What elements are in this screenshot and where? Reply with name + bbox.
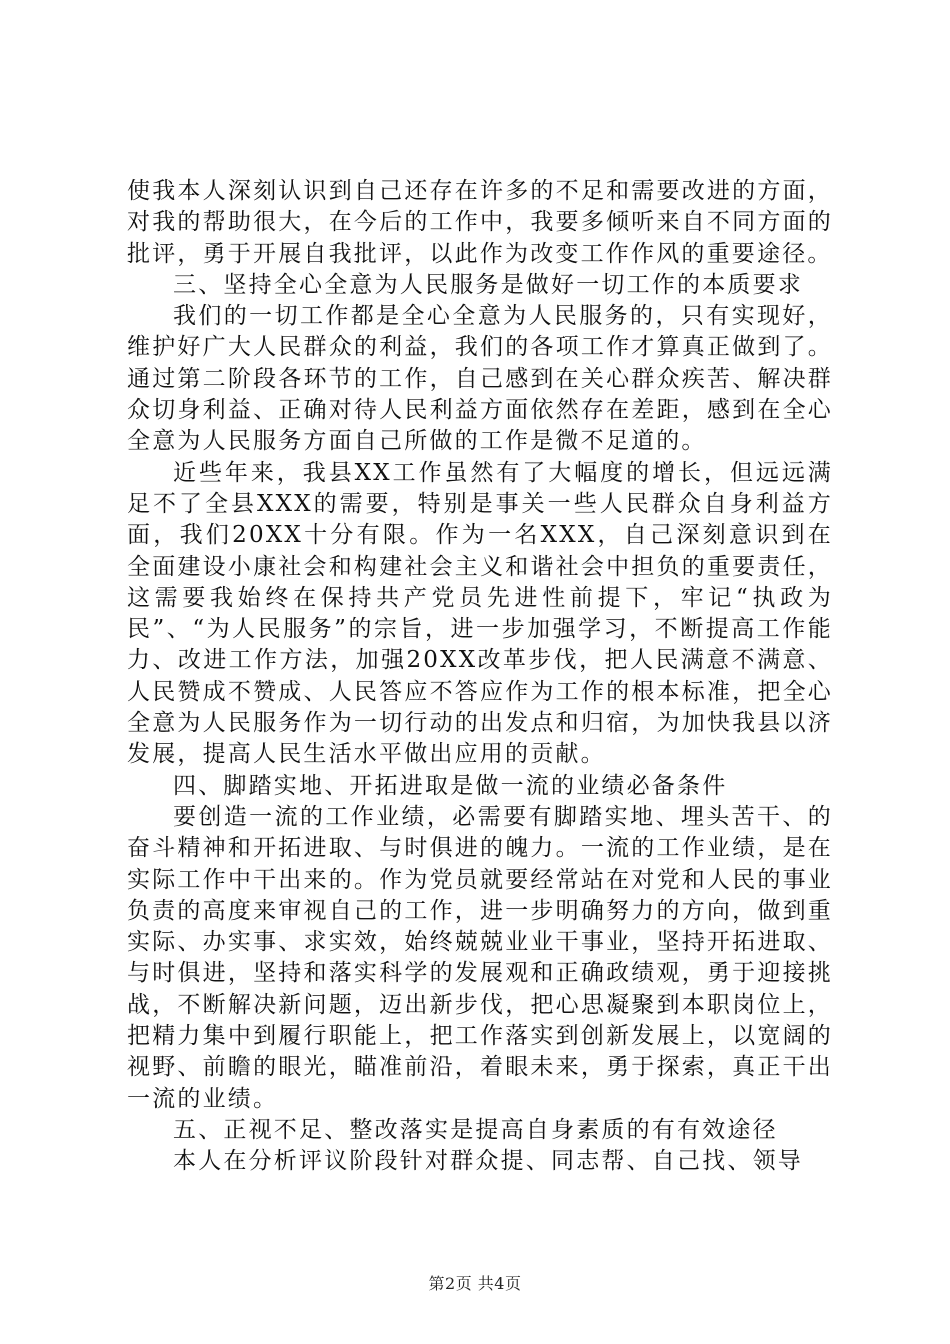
paragraph-performance: 要创造一流的工作业绩，必需要有脚踏实地、埋头苦干、的奋斗精神和开拓进取、与时俱进的魄力。一流的工作业绩，是在实际工作中干出来的。作为党员就要经常站在对党和人民的事业负责的高度来审视自己的工作，进一步明确努力的方向，做到重实际、办实事、求实效，始终兢兢业业干事业，坚持开拓进取、与时俱进，坚持和落实科学的发展观和正确政绩观，勇于迎接挑战，不断解决新问题，迈出新步伐，把心思凝聚到本职岗位上，把精力集中到履行职能上，把工作落实到创新发展上，以宽阔的视野、前瞻的眼光，瞄准前沿，着眼未来，勇于探索，真正干出一流的业绩。 <box>127 803 833 1112</box>
document-body <box>127 176 833 1178</box>
paragraph-analysis: 本人在分析评议阶段针对群众提、同志帮、自己找、领导 <box>173 1148 803 1175</box>
paragraph-continuation: 使我本人深刻认识到自己还存在许多的不足和需要改进的方面，对我的帮助很大，在今后的工作中，我要多倾听来自不同方面的批评，勇于开展自我批评，以此作为改变工作作风的重要途径。 <box>127 178 833 267</box>
section-heading-5: 五、正视不足、整改落实是提高自身素质的有有效途径 <box>173 1116 778 1143</box>
paragraph-service: 我们的一切工作都是全心全意为人民服务的，只有实现好，维护好广大人民群众的利益，我们的各项工作才算真正做到了。通过第二阶段各环节的工作，自己感到在关心群众疾苦、解决群众切身利益、正确对待人民利益方面依然存在差距，感到在全心全意为人民服务方面自己所做的工作是微不足道的。 <box>127 303 833 455</box>
paragraph-recent-years: 近些年来，我县XX工作虽然有了大幅度的增长，但远远满足不了全县XXX的需要，特别是事关一些人民群众自身利益方面，我们20XX十分有限。作为一名XXX，自己深刻意识到在全面建设小康社会和构建社会主义和谐社会中担负的重要责任，这需要我始终在保持共产党员先进性前提下，牢记“执政为民”、“为人民服务”的宗旨，进一步加强学习，不断提高工作能力、改进工作方法，加强20XX改革步伐，把人民满意不满意、人民赞成不赞成、人民答应不答应作为工作的根本标准，把全心全意为人民服务作为一切行动的出发点和归宿，为加快我县以济发展，提高人民生活水平做出应用的贡献。 <box>127 459 833 768</box>
section-heading-4: 四、脚踏实地、开拓进取是做一流的业绩必备条件 <box>173 772 728 799</box>
page-number: 第2页 共4页 <box>428 1274 522 1293</box>
section-heading-3: 三、坚持全心全意为人民服务是做好一切工作的本质要求 <box>173 271 803 298</box>
